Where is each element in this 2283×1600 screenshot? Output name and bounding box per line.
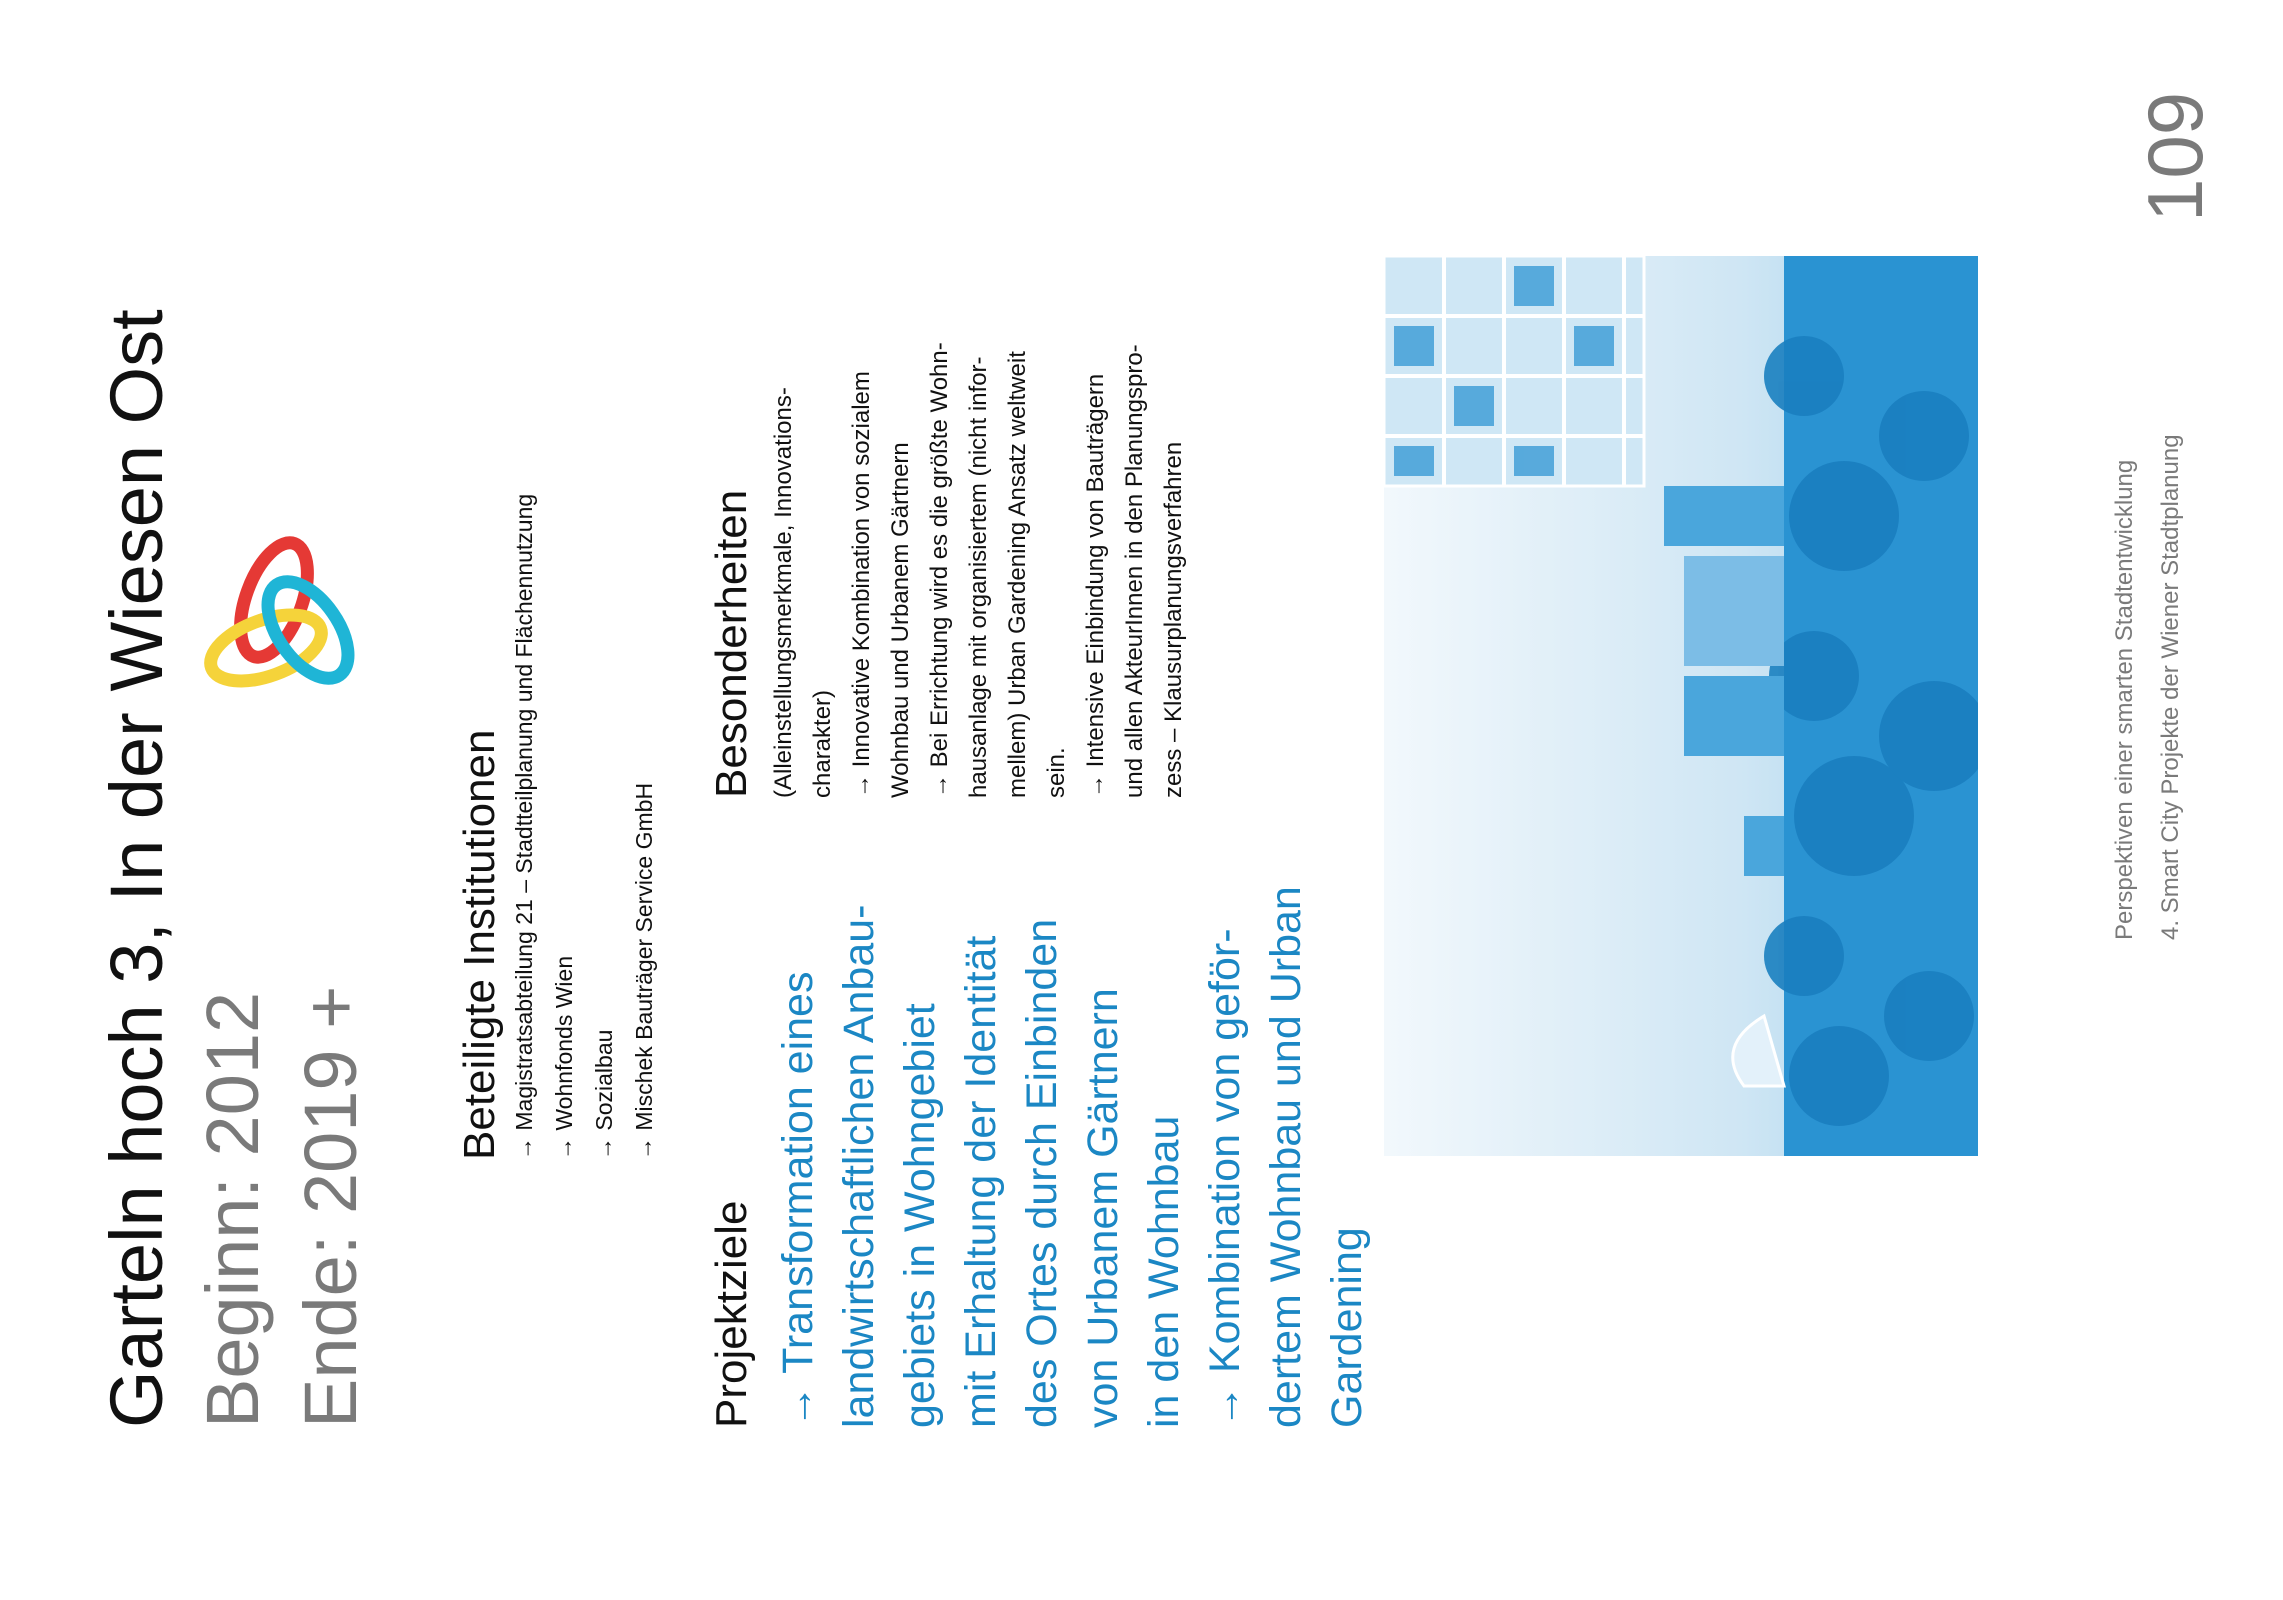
feature-line: zess – Klausurplanungsverfahren — [1160, 441, 1187, 798]
footer-line: 4. Smart City Projekte der Wiener Stadtplanung — [2157, 434, 2184, 940]
institutions-list — [504, 494, 664, 1160]
feature-line: → Bei Errichtung wird es die größte Wohn- — [926, 342, 953, 798]
project-photo-illustration — [1384, 256, 1978, 1156]
features-heading: Besonderheiten — [707, 489, 756, 798]
feature-line: sein. — [1043, 747, 1070, 798]
features-list — [842, 342, 1193, 798]
features-subheading — [764, 387, 842, 798]
goals-text — [768, 886, 1378, 1428]
institution-item: → Wohnfonds Wien — [551, 955, 577, 1160]
institutions-heading: Beteiligte Institutionen — [455, 729, 504, 1160]
goal-line: von Urbanem Gärtnern — [1079, 988, 1127, 1428]
feature-line: → Innovative Kombination von sozialem — [848, 371, 875, 798]
features-subheading-line: (Alleinstellungsmerkmale, Innovations- — [770, 387, 797, 798]
institution-item: → Magistratsabteilung 21 – Stadtteilplanung und Flächennutzung — [511, 493, 537, 1160]
feature-line: mellem) Urban Gardening Ansatz weltweit — [1004, 351, 1031, 798]
goal-line: Gardening — [1323, 1227, 1371, 1428]
goal-line: in den Wohnbau — [1140, 1115, 1188, 1428]
feature-line: → Intensive Einbindung von Bauträgern — [1082, 373, 1109, 798]
goal-line: → Kombination von geför- — [1201, 928, 1249, 1428]
feature-line: Wohnbau und Urbanem Gärtnern — [887, 442, 914, 798]
goal-line: landwirtschaftlichen Anbau- — [835, 904, 883, 1428]
goal-line: → Transformation eines — [774, 971, 822, 1428]
goal-line: mit Erhaltung der Identität — [957, 935, 1005, 1428]
goal-line: des Ortes durch Einbinden — [1018, 918, 1066, 1428]
institution-item: → Sozialbau — [591, 1029, 617, 1160]
features-subheading-line: charakter) — [809, 689, 836, 798]
smart-city-logo — [196, 530, 366, 710]
feature-line: und allen AkteurInnen in den Planungspro- — [1121, 344, 1148, 798]
page-number: 109 — [2131, 91, 2219, 222]
begin-date: Beginn: 2012 — [191, 991, 274, 1428]
footer-text — [2102, 434, 2194, 940]
goals-heading: Projektziele — [707, 1200, 756, 1428]
project-photo — [1384, 256, 1978, 1156]
goal-line: gebiets in Wohngebiet — [896, 1003, 944, 1428]
goal-line: dertem Wohnbau und Urban — [1262, 886, 1310, 1428]
end-date: Ende: 2019 + — [289, 985, 372, 1428]
institution-item: → Mischek Bauträger Service GmbH — [631, 782, 657, 1160]
page-title: Garteln hoch 3, In der Wiesen Ost — [95, 309, 178, 1428]
feature-line: hausanlage mit organisiertem (nicht infor- — [965, 356, 992, 798]
footer-line: Perspektiven einer smarten Stadtentwicklung — [2111, 459, 2138, 940]
